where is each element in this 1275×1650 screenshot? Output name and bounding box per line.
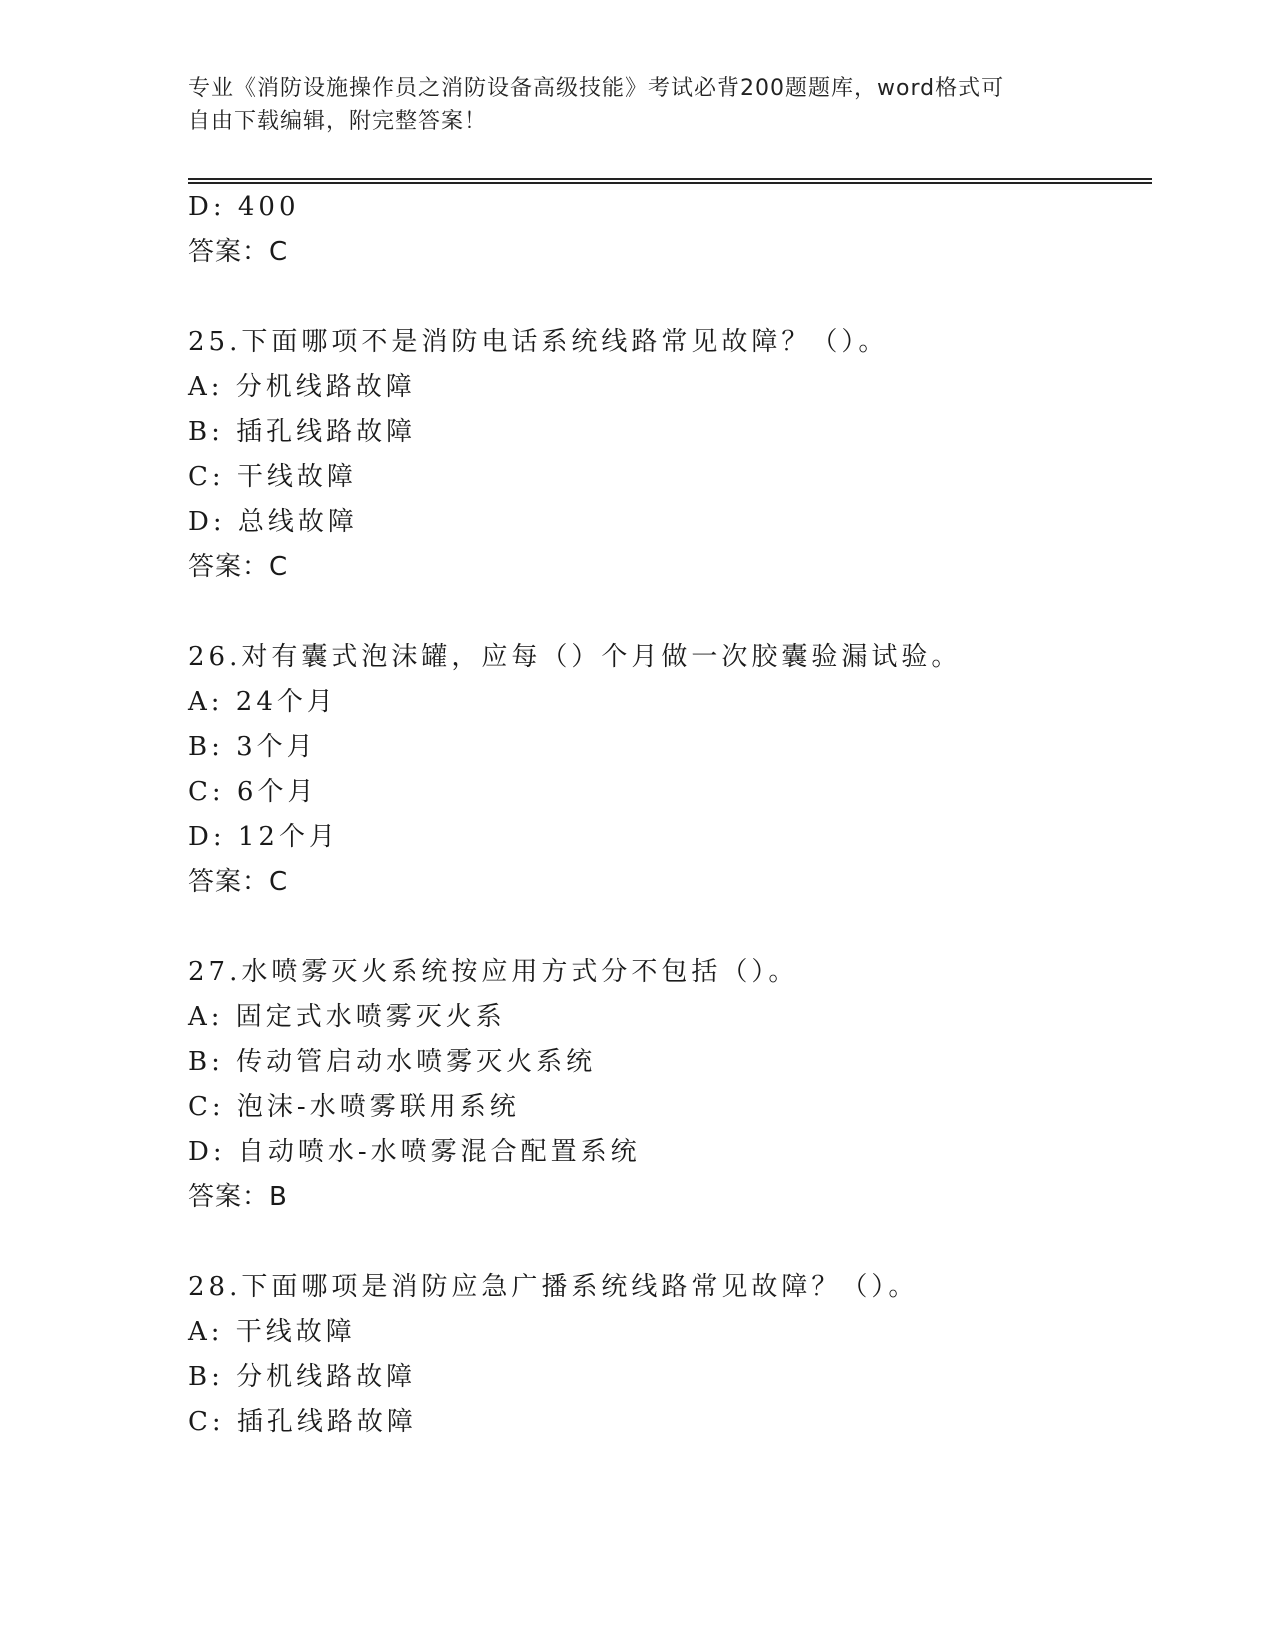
option-line: C: 插孔线路故障 bbox=[188, 1407, 417, 1437]
header-line-1: 专业《消防设施操作员之消防设备高级技能》考试必背200题题库，word格式可 bbox=[188, 76, 1005, 101]
option-line: B: 分机线路故障 bbox=[188, 1362, 417, 1392]
option-line: D: 总线故障 bbox=[188, 507, 358, 537]
question-line: 28.下面哪项是消防应急广播系统线路常见故障？（）。 bbox=[188, 1272, 919, 1302]
document-header bbox=[188, 72, 1088, 138]
question-line: 27.水喷雾灭火系统按应用方式分不包括（）。 bbox=[188, 957, 799, 987]
answer-line: 答案：C bbox=[188, 867, 289, 897]
answer-line: 答案：C bbox=[188, 552, 289, 582]
option-line: C: 干线故障 bbox=[188, 462, 357, 492]
option-line: C: 泡沫-水喷雾联用系统 bbox=[188, 1092, 520, 1122]
option-line: A: 24个月 bbox=[188, 687, 337, 717]
option-line: B: 传动管启动水喷雾灭火系统 bbox=[188, 1047, 597, 1077]
header-rule-bottom bbox=[188, 182, 1152, 184]
option-line: B: 插孔线路故障 bbox=[188, 417, 417, 447]
option-line: B: 3个月 bbox=[188, 732, 317, 762]
option-line: A: 分机线路故障 bbox=[188, 372, 416, 402]
answer-line: 答案：B bbox=[188, 1182, 288, 1212]
header-rule-top bbox=[188, 178, 1152, 180]
question-line: 26.对有囊式泡沫罐，应每（）个月做一次胶囊验漏试验。 bbox=[188, 642, 962, 672]
option-line: D: 12个月 bbox=[188, 822, 339, 852]
header-line-2: 自由下载编辑，附完整答案！ bbox=[188, 109, 488, 134]
answer-line: 答案：C bbox=[188, 237, 289, 267]
question-line: 25.下面哪项不是消防电话系统线路常见故障？（）。 bbox=[188, 327, 889, 357]
option-line: C: 6个月 bbox=[188, 777, 318, 807]
option-line: D: 400 bbox=[188, 192, 300, 222]
option-line: A: 固定式水喷雾灭火系 bbox=[188, 1002, 506, 1032]
option-line: D: 自动喷水-水喷雾混合配置系统 bbox=[188, 1137, 641, 1167]
option-line: A: 干线故障 bbox=[188, 1317, 356, 1347]
